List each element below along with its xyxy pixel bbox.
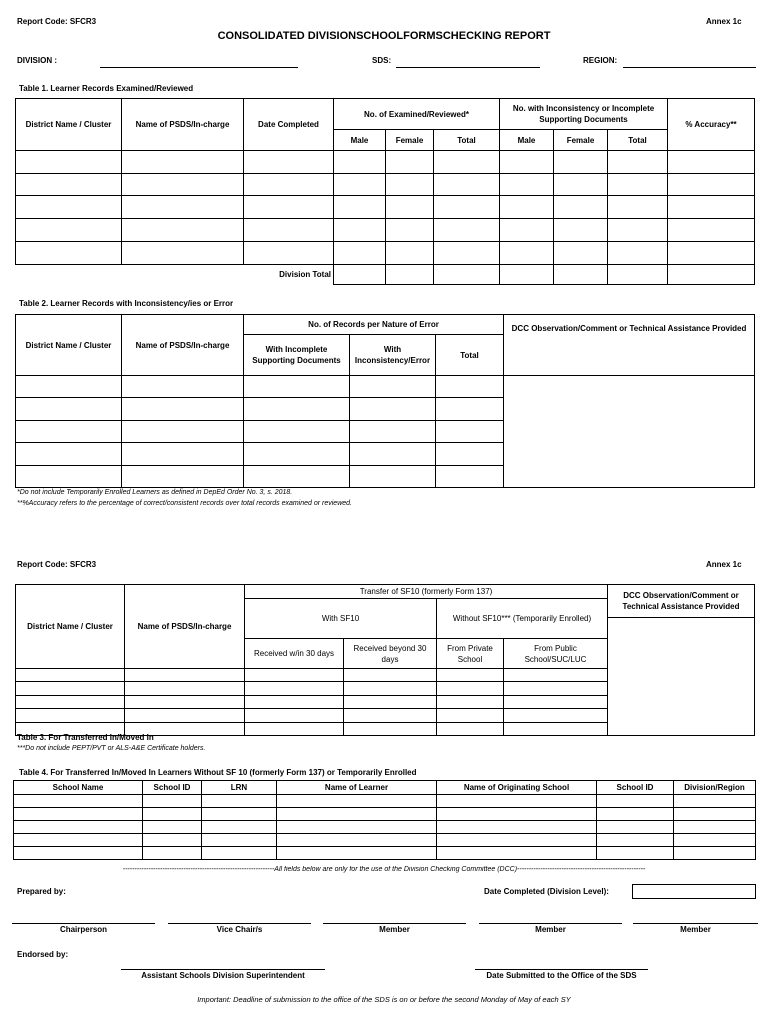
cell[interactable]	[608, 242, 668, 265]
cell[interactable]	[245, 696, 344, 709]
cell[interactable]	[16, 398, 122, 421]
table-row	[14, 834, 756, 847]
cell[interactable]	[202, 847, 277, 860]
table4-caption: Table 4. For Transferred In/Moved In Learners Without SF 10 (formerly Form 137) or Temporarily Enrolled	[19, 768, 417, 777]
cell[interactable]	[597, 821, 674, 834]
t2-dcc-cell[interactable]	[504, 376, 755, 488]
cell[interactable]	[344, 682, 437, 696]
cell[interactable]	[16, 219, 122, 242]
cell[interactable]	[668, 196, 755, 219]
cell[interactable]	[202, 808, 277, 821]
cell[interactable]	[16, 376, 122, 398]
cell[interactable]	[436, 443, 504, 466]
role-member-3: Member	[680, 925, 711, 934]
cell[interactable]	[122, 174, 244, 196]
cell[interactable]	[608, 196, 668, 219]
t1-col-date: Date Completed	[244, 99, 334, 151]
cell[interactable]	[554, 174, 608, 196]
table1	[15, 98, 755, 285]
cell[interactable]	[143, 795, 202, 808]
cell[interactable]	[125, 682, 245, 696]
cell[interactable]	[122, 398, 244, 421]
chairperson-line	[12, 923, 155, 924]
asds-label: Assistant Schools Division Superintendent	[141, 971, 305, 980]
cell[interactable]	[14, 847, 143, 860]
cell[interactable]	[668, 219, 755, 242]
cell[interactable]	[500, 242, 554, 265]
t4-col-school-id-2: School ID	[597, 781, 674, 795]
report-code: Report Code: SFCR3	[17, 17, 97, 26]
cell[interactable]	[386, 219, 434, 242]
cell[interactable]	[436, 421, 504, 443]
t2-col-district: District Name / Cluster	[16, 315, 122, 376]
cell[interactable]	[434, 265, 500, 285]
t1-col-district: District Name / Cluster	[16, 99, 122, 151]
cell[interactable]	[16, 709, 125, 723]
cell[interactable]	[437, 696, 504, 709]
role-vice-chair: Vice Chair/s	[216, 925, 263, 934]
cell[interactable]	[674, 821, 756, 834]
cell[interactable]	[436, 376, 504, 398]
cell[interactable]	[674, 847, 756, 860]
cell[interactable]	[674, 795, 756, 808]
cell[interactable]	[674, 808, 756, 821]
important-note: Important: Deadline of submission to the office of the SDS is on or before the second Monday of May of each SY	[197, 995, 571, 1004]
cell[interactable]	[434, 219, 500, 242]
table1-caption: Table 1. Learner Records Examined/Reviewed	[19, 84, 194, 93]
date-completed-label: Date Completed (Division Level):	[484, 887, 609, 896]
cell[interactable]	[277, 847, 437, 860]
table-row	[14, 821, 756, 834]
cell[interactable]	[504, 723, 608, 736]
cell[interactable]	[597, 847, 674, 860]
vice-chair-line	[168, 923, 311, 924]
cell[interactable]	[143, 834, 202, 847]
t3-col-within30: Received w/in 30 days	[245, 639, 344, 669]
division-label: DIVISION :	[17, 56, 58, 65]
cell[interactable]	[122, 242, 244, 265]
t4-col-lrn: LRN	[202, 781, 277, 795]
cell[interactable]	[608, 265, 668, 285]
table3-note: ***Do not include PEPT/PVT or ALS-A&E Certificate holders.	[17, 745, 206, 752]
cell[interactable]	[554, 242, 608, 265]
cell[interactable]	[504, 696, 608, 709]
cell[interactable]	[277, 834, 437, 847]
cell[interactable]	[122, 421, 244, 443]
cell[interactable]	[334, 151, 386, 174]
cell[interactable]	[122, 219, 244, 242]
role-chairperson: Chairperson	[59, 925, 108, 934]
cell[interactable]	[16, 196, 122, 219]
cell[interactable]	[554, 151, 608, 174]
cell[interactable]	[668, 151, 755, 174]
cell[interactable]	[125, 696, 245, 709]
sds-field[interactable]	[396, 67, 540, 68]
cell[interactable]	[334, 196, 386, 219]
cell[interactable]	[14, 821, 143, 834]
table-row	[16, 242, 755, 265]
cell[interactable]	[202, 834, 277, 847]
cell[interactable]	[122, 466, 244, 488]
cell[interactable]	[277, 795, 437, 808]
cell[interactable]	[350, 421, 436, 443]
cell[interactable]	[16, 682, 125, 696]
cell[interactable]	[16, 669, 125, 682]
report-code-2: Report Code: SFCR3	[17, 560, 97, 569]
t2-col-inconsistency: With Inconsistency/Error	[350, 335, 436, 376]
cell[interactable]	[350, 443, 436, 466]
cell[interactable]	[245, 682, 344, 696]
footnote-1: *Do not include Temporarily Enrolled Learners as defined in DepEd Order No. 3, s. 2018.	[17, 489, 293, 496]
cell[interactable]	[143, 847, 202, 860]
t3-grp-transfer: Transfer of SF10 (formerly Form 137)	[245, 585, 608, 599]
cell[interactable]	[437, 682, 504, 696]
cell[interactable]	[14, 795, 143, 808]
table-row	[16, 151, 755, 174]
cell[interactable]	[122, 196, 244, 219]
t1-col-accuracy: % Accuracy**	[668, 99, 755, 151]
table-row	[14, 847, 756, 860]
sds-label: SDS:	[372, 56, 392, 65]
cell[interactable]	[16, 242, 122, 265]
cell[interactable]	[122, 376, 244, 398]
cell[interactable]	[500, 196, 554, 219]
cell[interactable]	[244, 174, 334, 196]
t4-col-school-name: School Name	[14, 781, 143, 795]
cell[interactable]	[344, 723, 437, 736]
cell[interactable]	[668, 242, 755, 265]
cell[interactable]	[674, 834, 756, 847]
t2-col-incomplete: With Incomplete Supporting Documents	[244, 335, 350, 376]
cell[interactable]	[16, 466, 122, 488]
cell[interactable]	[344, 669, 437, 682]
cell[interactable]	[244, 196, 334, 219]
cell[interactable]	[16, 151, 122, 174]
cell[interactable]	[500, 151, 554, 174]
member-line-2	[479, 923, 622, 924]
cell[interactable]	[344, 696, 437, 709]
t4-header-row	[14, 781, 756, 795]
division-field[interactable]	[100, 67, 298, 68]
cell[interactable]	[277, 808, 437, 821]
cell[interactable]	[244, 443, 350, 466]
cell[interactable]	[350, 376, 436, 398]
t3-col-psds: Name of PSDS/In-charge	[125, 585, 245, 669]
cell[interactable]	[437, 723, 504, 736]
cell[interactable]	[244, 376, 350, 398]
cell[interactable]	[14, 808, 143, 821]
t1-female: Female	[386, 130, 434, 151]
cell[interactable]	[125, 709, 245, 723]
t1-total: Total	[608, 130, 668, 151]
role-member-1: Member	[379, 925, 410, 934]
table2-caption: Table 2. Learner Records with Inconsistency/ies or Error	[19, 299, 234, 308]
cell[interactable]	[434, 242, 500, 265]
cell[interactable]	[16, 696, 125, 709]
cell[interactable]	[554, 265, 608, 285]
t4-col-learner: Name of Learner	[277, 781, 437, 795]
cell[interactable]	[202, 821, 277, 834]
cell[interactable]	[386, 151, 434, 174]
cell[interactable]	[504, 709, 608, 723]
t4-col-originating-school: Name of Originating School	[437, 781, 597, 795]
cell[interactable]	[608, 219, 668, 242]
cell[interactable]	[437, 847, 597, 860]
region-field[interactable]	[623, 67, 756, 68]
division-total-label: Division Total	[244, 265, 334, 285]
cell[interactable]	[244, 219, 334, 242]
page-title: CONSOLIDATED DIVISIONSCHOOLFORMSCHECKING REPORT	[217, 30, 551, 42]
cell[interactable]	[668, 174, 755, 196]
t3-grp-with: With SF10	[245, 599, 437, 639]
t1-col-psds: Name of PSDS/In-charge	[122, 99, 244, 151]
t4-col-school-id: School ID	[143, 781, 202, 795]
cell[interactable]	[334, 174, 386, 196]
cell[interactable]	[386, 242, 434, 265]
cell[interactable]	[437, 834, 597, 847]
t3-col-beyond30: Received beyond 30 days	[344, 639, 437, 669]
cell[interactable]	[16, 174, 122, 196]
cell[interactable]	[434, 196, 500, 219]
cell[interactable]	[244, 466, 350, 488]
cell[interactable]	[437, 821, 597, 834]
table-row	[16, 376, 755, 398]
t2-col-psds: Name of PSDS/In-charge	[122, 315, 244, 376]
cell[interactable]	[504, 669, 608, 682]
cell[interactable]	[500, 174, 554, 196]
table-row	[16, 196, 755, 219]
t3-grp-without: Without SF10*** (Temporarily Enrolled)	[437, 599, 608, 639]
cell[interactable]	[386, 196, 434, 219]
table-row	[16, 219, 755, 242]
prepared-by-label: Prepared by:	[17, 887, 66, 896]
t2-col-dcc: DCC Observation/Comment or Technical Assistance Provided	[504, 315, 755, 376]
t1-total: Total	[434, 130, 500, 151]
cell[interactable]	[16, 443, 122, 466]
cell[interactable]	[386, 174, 434, 196]
t1-grp-examined: No. of Examined/Reviewed*	[334, 99, 500, 130]
dcc-separator: -----------------------------------------------------------------All fields below are only for the use of the Division Checking Committee (DCC)-------------------------------------------------------	[122, 866, 646, 873]
cell[interactable]	[244, 151, 334, 174]
t2-col-total: Total	[436, 335, 504, 376]
cell[interactable]	[245, 709, 344, 723]
division-total-row	[16, 265, 755, 285]
cell[interactable]	[277, 821, 437, 834]
cell[interactable]	[437, 808, 597, 821]
t1-male: Male	[334, 130, 386, 151]
cell[interactable]	[500, 219, 554, 242]
cell[interactable]	[597, 808, 674, 821]
cell[interactable]	[143, 821, 202, 834]
cell[interactable]	[434, 174, 500, 196]
table-row	[16, 174, 755, 196]
cell[interactable]	[597, 795, 674, 808]
table-row	[14, 808, 756, 821]
cell[interactable]	[344, 709, 437, 723]
cell[interactable]	[436, 398, 504, 421]
cell[interactable]	[437, 795, 597, 808]
table-row	[14, 795, 756, 808]
cell[interactable]	[244, 242, 334, 265]
table2	[15, 314, 755, 488]
cell[interactable]	[334, 265, 386, 285]
asds-line	[121, 969, 325, 970]
date-submitted-line	[475, 969, 648, 970]
t1-male: Male	[500, 130, 554, 151]
table3-caption: Table 3. For Transferred In/Moved In	[17, 733, 154, 742]
cell[interactable]	[350, 466, 436, 488]
annex-label-2: Annex 1c	[706, 560, 742, 569]
cell[interactable]	[334, 242, 386, 265]
table3	[15, 584, 755, 736]
cell[interactable]	[437, 669, 504, 682]
date-completed-field[interactable]	[632, 884, 756, 899]
footnote-2: **%Accuracy refers to the percentage of correct/consistent records over total records examined or reviewed.	[17, 500, 352, 507]
cell[interactable]	[14, 834, 143, 847]
cell[interactable]	[16, 421, 122, 443]
cell[interactable]	[245, 669, 344, 682]
t1-female: Female	[554, 130, 608, 151]
cell[interactable]	[244, 398, 350, 421]
cell[interactable]	[386, 265, 434, 285]
cell[interactable]	[125, 669, 245, 682]
region-label: REGION:	[583, 56, 618, 65]
annex-label: Annex 1c	[706, 17, 742, 26]
t3-col-public: From Public School/SUC/LUC	[504, 639, 608, 669]
cell[interactable]	[608, 151, 668, 174]
cell[interactable]	[608, 174, 668, 196]
cell[interactable]	[143, 808, 202, 821]
t1-grp-inconsistency: No. with Inconsistency or Incomplete Supporting Documents	[500, 99, 668, 130]
cell[interactable]	[668, 265, 755, 285]
cell[interactable]	[436, 466, 504, 488]
endorsed-by-label: Endorsed by:	[17, 950, 69, 959]
cell[interactable]	[434, 151, 500, 174]
cell[interactable]	[202, 795, 277, 808]
date-submitted-label: Date Submitted to the Office of the SDS	[486, 971, 637, 980]
cell[interactable]	[122, 443, 244, 466]
t3-dcc-cell[interactable]	[608, 618, 755, 736]
cell[interactable]	[554, 219, 608, 242]
cell[interactable]	[334, 219, 386, 242]
member-line-1	[323, 923, 466, 924]
cell[interactable]	[350, 398, 436, 421]
cell[interactable]	[504, 682, 608, 696]
cell[interactable]	[500, 265, 554, 285]
t3-col-private: From Private School	[437, 639, 504, 669]
cell[interactable]	[245, 723, 344, 736]
member-line-3	[633, 923, 758, 924]
t4-col-division-region: Division/Region	[674, 781, 756, 795]
cell[interactable]	[437, 709, 504, 723]
t3-col-district: District Name / Cluster	[16, 585, 125, 669]
cell[interactable]	[122, 151, 244, 174]
t3-col-dcc: DCC Observation/Comment or Technical Assistance Provided	[608, 585, 755, 618]
cell[interactable]	[244, 421, 350, 443]
cell[interactable]	[597, 834, 674, 847]
table4	[13, 780, 756, 860]
cell[interactable]	[554, 196, 608, 219]
role-member-2: Member	[535, 925, 566, 934]
t2-grp-nature: No. of Records per Nature of Error	[244, 315, 504, 335]
